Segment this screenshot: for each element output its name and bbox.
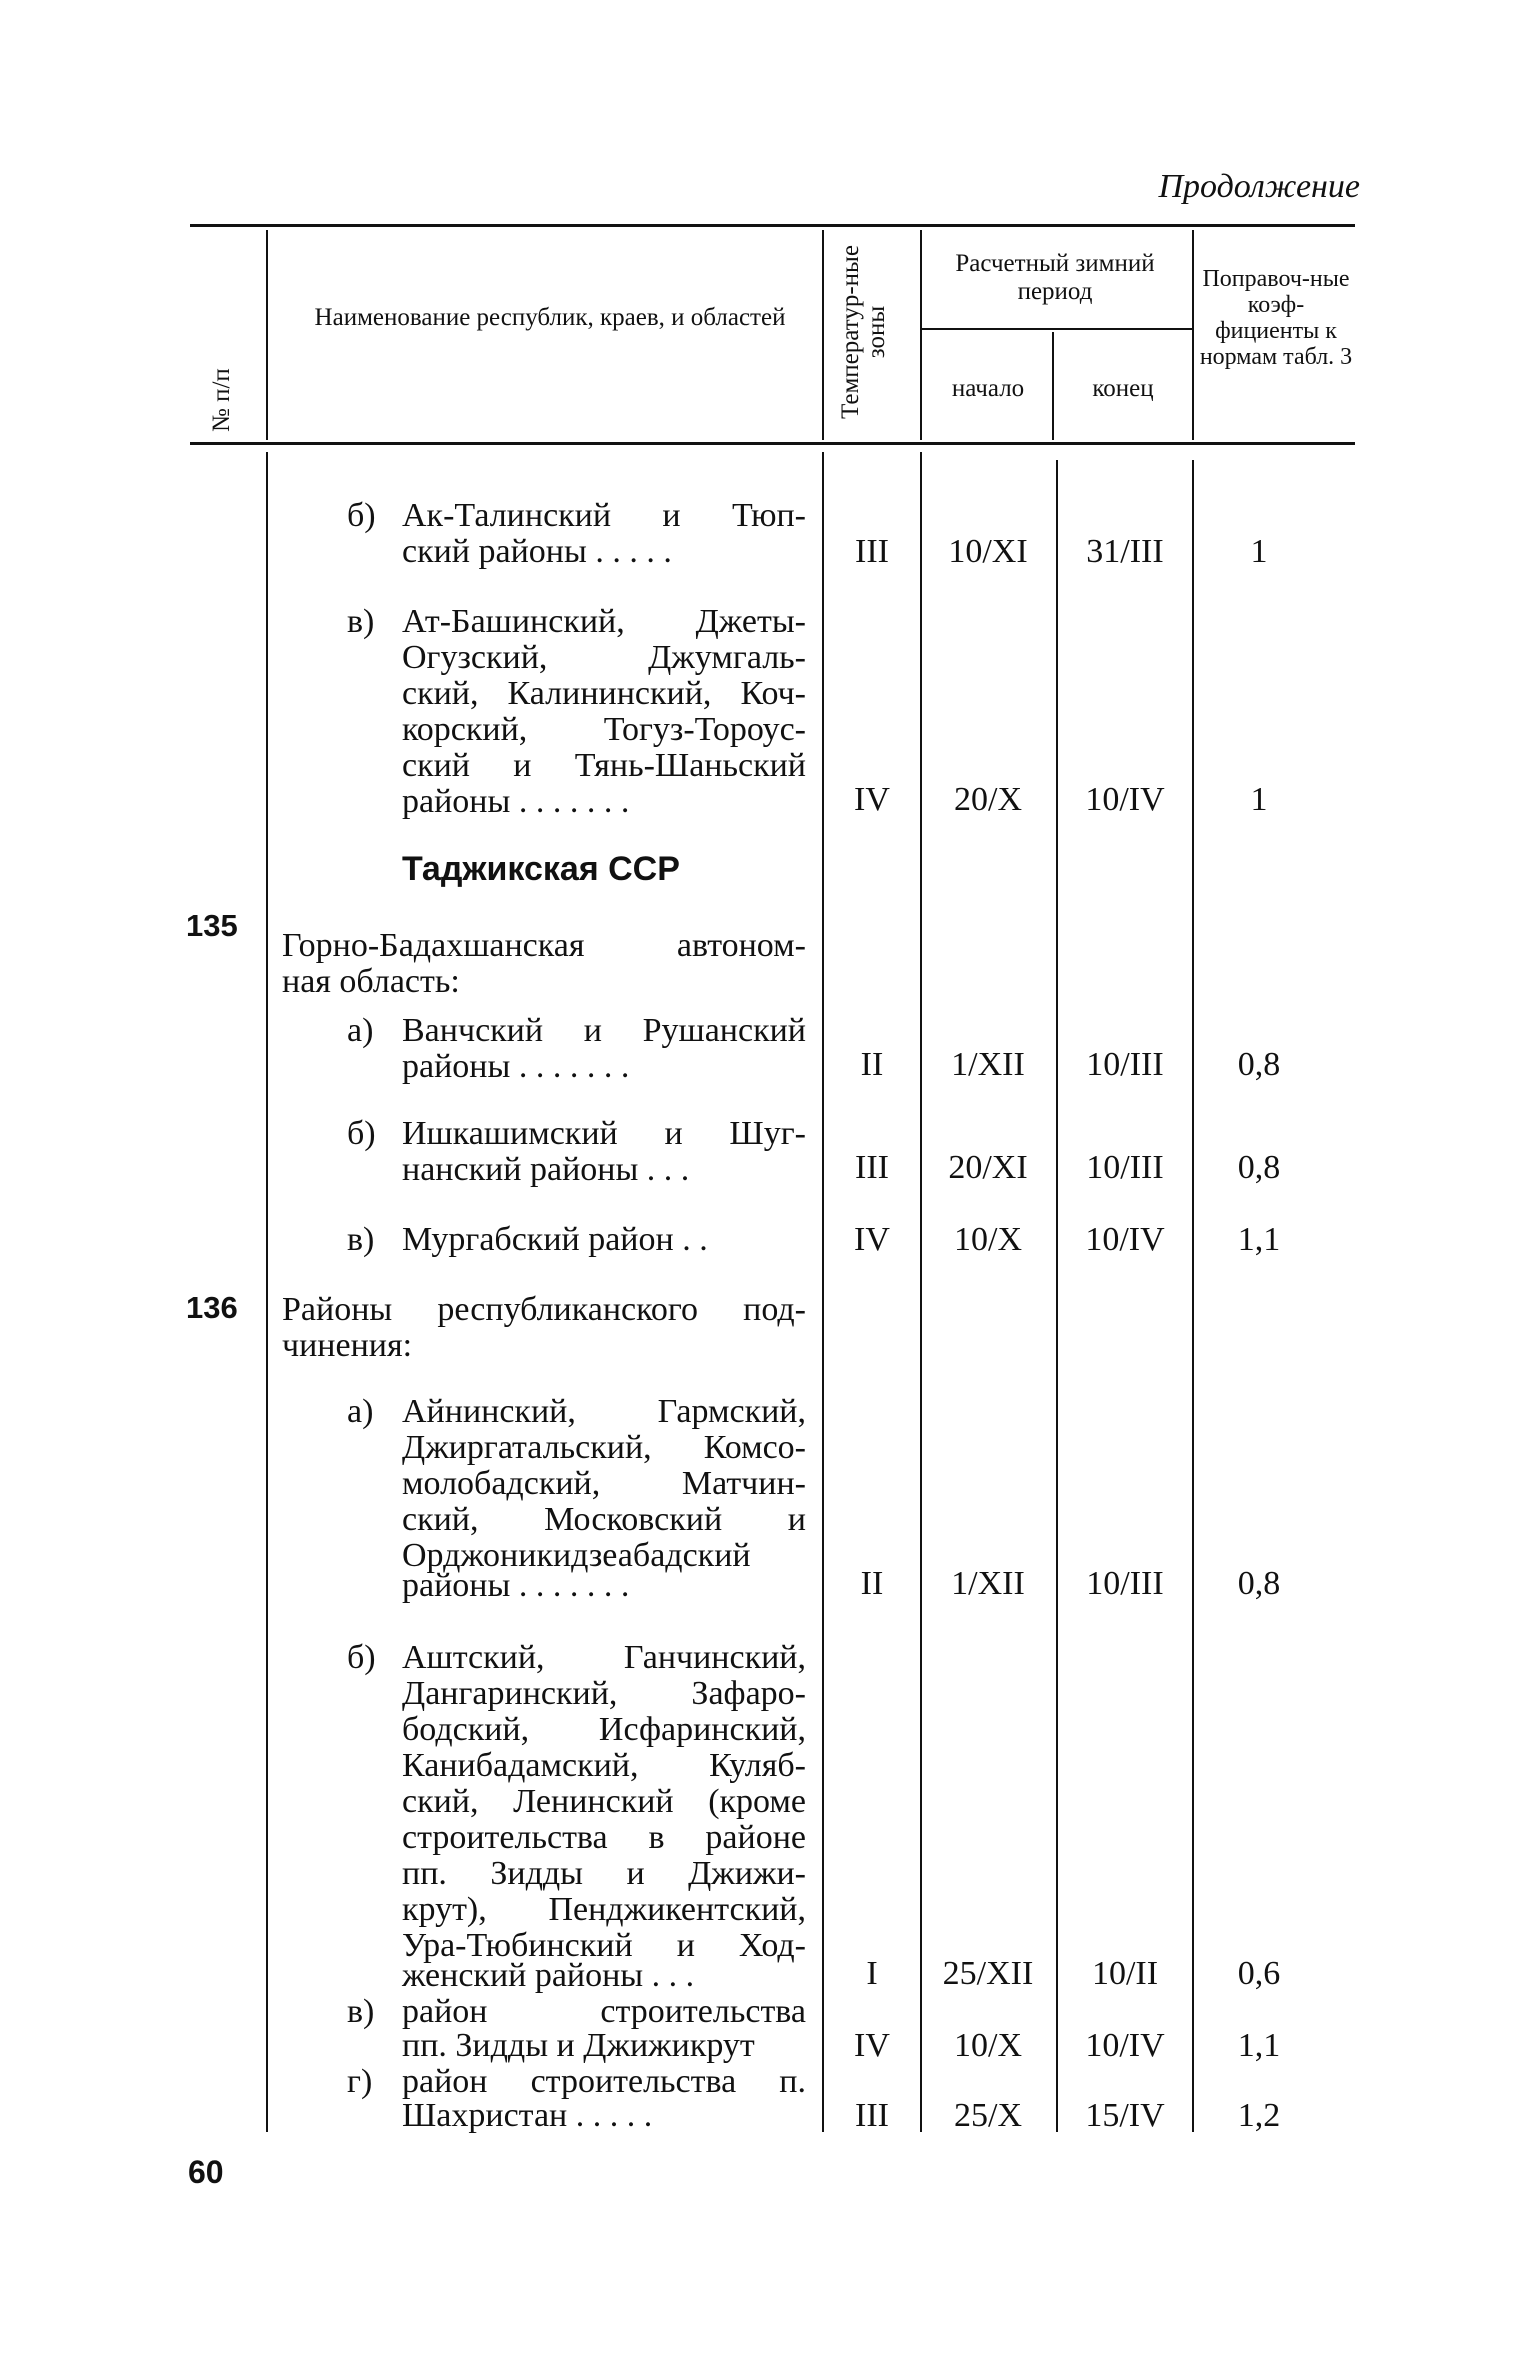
row-start: 25/X <box>954 2097 1022 2134</box>
row-text-line: крут), Пенджикентский, <box>402 1891 806 1928</box>
row-marker: а) <box>347 1012 374 1049</box>
row-coef: 1,1 <box>1237 2027 1281 2064</box>
row-number: 135 <box>186 908 238 943</box>
row-text-line: строительства в районе <box>402 1819 806 1856</box>
body-divider <box>1192 460 1194 2132</box>
row-text-line: пп. Зидды и Джижикрут <box>402 2027 755 2064</box>
row-start: 1/XII <box>951 1046 1025 1083</box>
row-text-line: чинения: <box>282 1327 413 1364</box>
row-marker: в) <box>347 603 375 640</box>
row-zone: IV <box>854 2027 890 2064</box>
row-text-line: Айнинский, Гармский, <box>402 1393 806 1430</box>
row-text-line: районы . . . . . . . <box>402 1567 630 1604</box>
header-divider <box>266 230 268 440</box>
header-divider <box>822 230 824 440</box>
row-coef: 0,8 <box>1237 1149 1281 1186</box>
row-marker: б) <box>347 497 376 534</box>
row-end: 10/IV <box>1085 2027 1165 2064</box>
row-zone: III <box>855 1149 889 1186</box>
row-coef: 1,2 <box>1237 2097 1281 2134</box>
row-end: 10/IV <box>1085 781 1165 818</box>
header-col-start: начало <box>951 375 1025 402</box>
header-col-end: конец <box>1092 375 1154 402</box>
header-col-name: Наименование республик, краев, и областей <box>314 304 786 331</box>
row-text-line: корский, Тогуз-Тороус- <box>402 711 806 748</box>
row-marker: а) <box>347 1393 374 1430</box>
row-coef: 1 <box>1250 533 1268 570</box>
page-number: 60 <box>188 2154 224 2190</box>
row-start: 1/XII <box>951 1565 1025 1602</box>
row-text-line: район строительства <box>402 1993 806 2030</box>
row-coef: 0,8 <box>1237 1565 1281 1602</box>
row-text-line: районы . . . . . . . <box>402 783 630 820</box>
header-col-coef: Поправоч-ные коэф-фициенты к нормам табл. 3 <box>1199 266 1353 370</box>
row-text-line: женский районы . . . <box>402 1957 695 1994</box>
row-zone: III <box>855 533 889 570</box>
row-text-line: ский и Тянь-Шаньский <box>402 747 806 784</box>
row-start: 10/X <box>954 1221 1022 1258</box>
row-end: 10/IV <box>1085 1221 1165 1258</box>
row-text-line: ский, Ленинский (кроме <box>402 1783 806 1820</box>
row-start: 25/XII <box>942 1955 1034 1992</box>
row-number: 136 <box>186 1290 238 1325</box>
row-text-line: районы . . . . . . . <box>402 1048 630 1085</box>
row-text-line: район строительства п. <box>402 2063 806 2100</box>
row-text-line: Огузский, Джумгаль- <box>402 639 806 676</box>
row-zone: II <box>860 1565 884 1602</box>
row-end: 15/IV <box>1085 2097 1165 2134</box>
row-text-line: молобадский, Матчин- <box>402 1465 806 1502</box>
body-divider <box>266 452 268 2132</box>
row-text-line: Ура-Тюбинский и Ход- <box>402 1927 806 1964</box>
row-zone: II <box>860 1046 884 1083</box>
row-text-line: Ат-Башинский, Джеты- <box>402 603 806 640</box>
row-zone: III <box>855 2097 889 2134</box>
row-marker: в) <box>347 1221 375 1258</box>
row-text-line: Ишкашимский и Шуг- <box>402 1115 806 1152</box>
row-zone: IV <box>854 1221 890 1258</box>
row-marker: г) <box>347 2063 373 2100</box>
row-marker: б) <box>347 1639 376 1676</box>
continuation-label: Продолжение <box>1158 168 1360 205</box>
row-start: 10/X <box>954 2027 1022 2064</box>
row-coef: 1,1 <box>1237 1221 1281 1258</box>
row-text-line: Дангаринский, Зафаро- <box>402 1675 806 1712</box>
row-end: 10/II <box>1091 1955 1159 1992</box>
header-col-number: № п/п <box>208 368 235 432</box>
row-end: 10/III <box>1086 1046 1164 1083</box>
row-end: 31/III <box>1086 533 1164 570</box>
row-text-line: Районы республиканского под- <box>282 1291 806 1328</box>
row-start: 10/XI <box>948 533 1028 570</box>
row-zone: IV <box>854 781 890 818</box>
body-divider <box>920 452 922 2132</box>
row-text-line: нанский районы . . . <box>402 1151 690 1188</box>
row-coef: 1 <box>1250 781 1268 818</box>
section-heading: Таджикская ССР <box>402 850 680 888</box>
row-text-line: пп. Зидды и Джижи- <box>402 1855 806 1892</box>
row-end: 10/III <box>1086 1149 1164 1186</box>
row-text-line: ная область: <box>282 963 460 1000</box>
row-text-line: Шахристан . . . . . <box>402 2097 653 2134</box>
body-divider <box>822 452 824 2132</box>
row-text-line: Мургабский район . . <box>402 1221 708 1258</box>
row-coef: 0,8 <box>1237 1046 1281 1083</box>
header-divider <box>920 230 922 440</box>
row-text-line: бодский, Исфаринский, <box>402 1711 806 1748</box>
body-divider <box>1056 460 1058 2132</box>
row-text-line: Аштский, Ганчинский, <box>402 1639 806 1676</box>
row-marker: б) <box>347 1115 376 1152</box>
row-coef: 0,6 <box>1237 1955 1281 1992</box>
header-col-period: Расчетный зимний период <box>955 250 1155 305</box>
row-text-line: Ак-Талинский и Тюп- <box>402 497 806 534</box>
row-start: 20/XI <box>948 1149 1028 1186</box>
row-end: 10/III <box>1086 1565 1164 1602</box>
row-text-line: Джиргатальский, Комсо- <box>402 1429 806 1466</box>
row-marker: в) <box>347 1993 375 2030</box>
row-start: 20/X <box>954 781 1022 818</box>
row-text-line: Орджоникидзеабадский <box>402 1537 751 1574</box>
row-text-line: Канибадамский, Куляб- <box>402 1747 806 1784</box>
row-text-line: ский, Калининский, Коч- <box>402 675 806 712</box>
period-divider-rule <box>922 328 1192 330</box>
header-top-rule <box>190 224 1355 227</box>
row-text-line: ский, Московский и <box>402 1501 806 1538</box>
header-divider <box>1192 230 1194 440</box>
row-text-line: Ванчский и Рушанский <box>402 1012 806 1049</box>
header-bottom-rule <box>190 442 1355 445</box>
header-col-zone-text: Температур-ные зоны <box>837 245 890 419</box>
header-divider <box>1052 332 1054 440</box>
row-text-line: Горно-Бадахшанская автоном- <box>282 927 806 964</box>
row-zone: I <box>866 1955 878 1992</box>
row-text-line: ский районы . . . . . <box>402 533 672 570</box>
